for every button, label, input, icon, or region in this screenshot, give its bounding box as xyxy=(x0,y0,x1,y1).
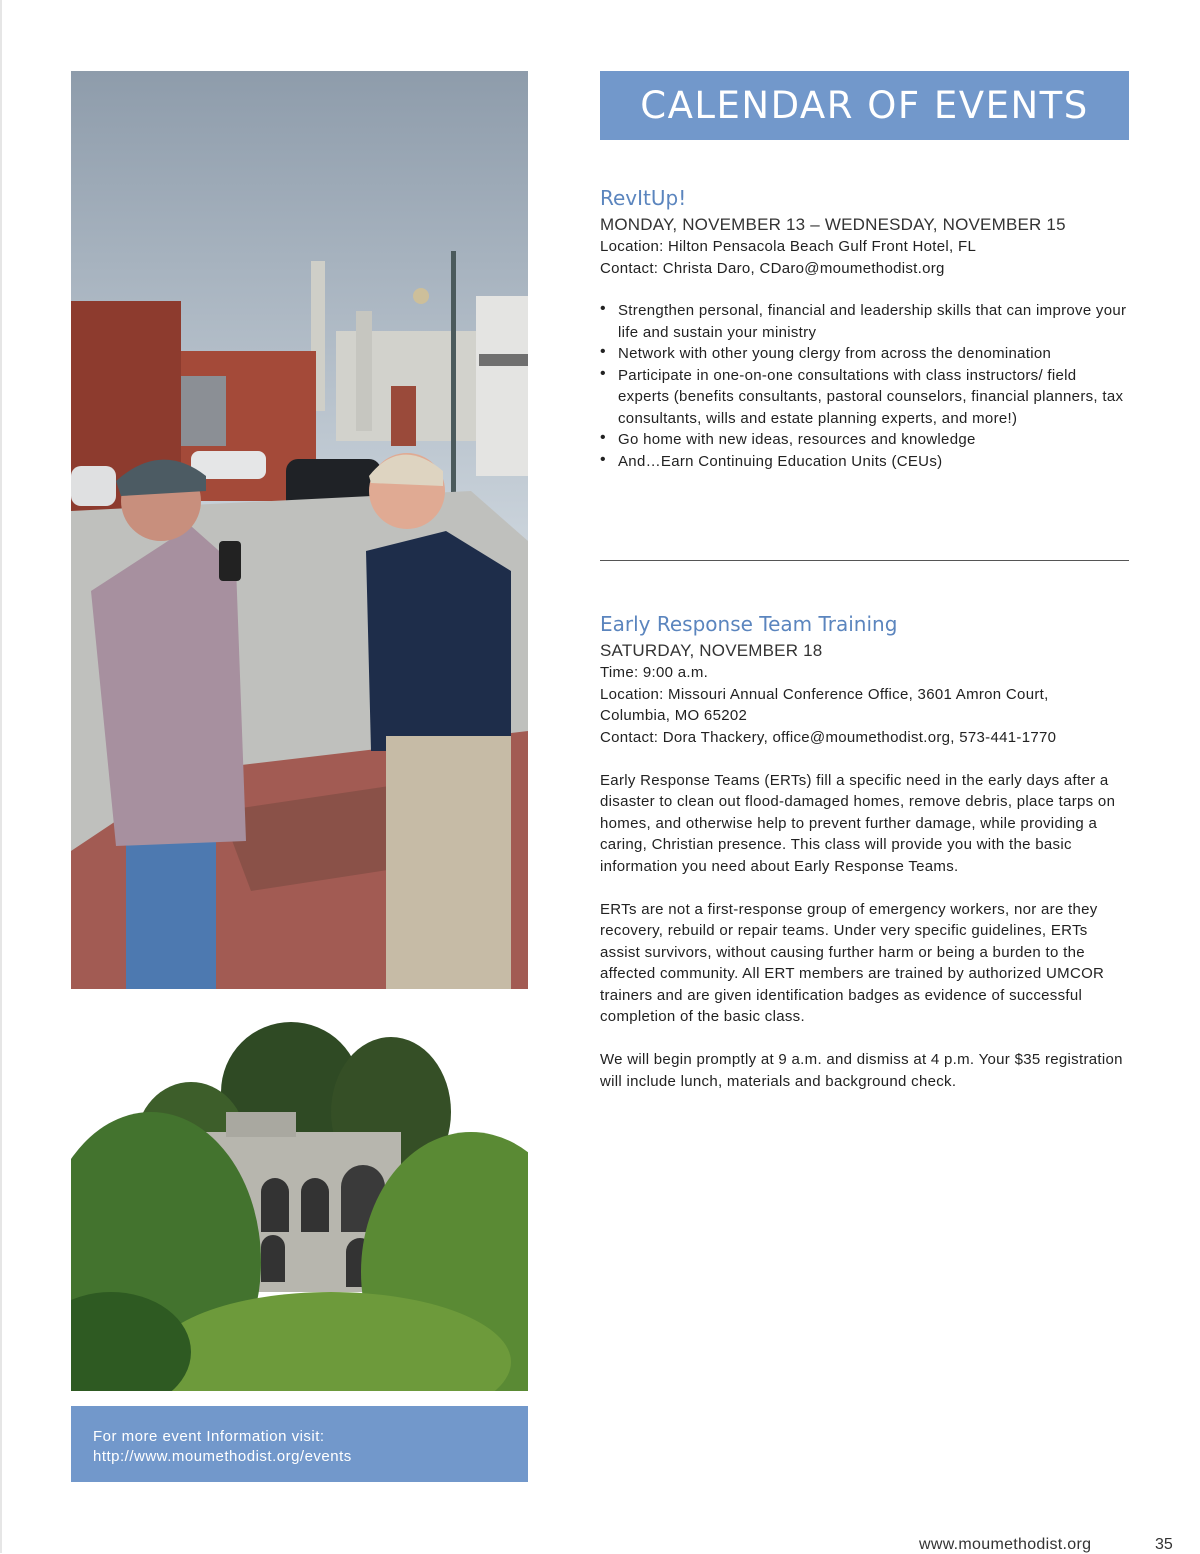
event-location-city: Columbia, MO 65202 xyxy=(600,707,748,724)
list-item: • And…Earn Continuing Education Units (CEUs) xyxy=(600,451,1130,473)
event-location: Location: Hilton Pensacola Beach Gulf Front Hotel, FL xyxy=(600,238,977,255)
page-edge xyxy=(0,0,2,1553)
event-description: ERTs are not a first-response group of emergency workers, nor are they recovery, rebuild or repair teams. Under very specific guidelines, ERTs assist survivors, without causing further harm or being a burden to the affected community. All ERT members are trained by authorized UMCOR trainers and are given identification badges as evidence of successful completion of the basic class. xyxy=(600,900,1105,1025)
event-bullet-list xyxy=(600,300,1130,472)
event-date: SATURDAY, NOVEMBER 18 xyxy=(600,641,823,660)
list-item: • Go home with new ideas, resources and knowledge xyxy=(600,429,1130,451)
list-item: • Strengthen personal, financial and leadership skills that can improve your life and sustain your ministry xyxy=(600,300,1130,343)
event-revitup xyxy=(600,185,1140,472)
section-divider xyxy=(600,560,1129,561)
event-title: RevItUp! xyxy=(600,186,687,210)
list-item: • Participate in one-on-one consultations with class instructors/ field experts (benefits consultants, pastoral counselors, financial planners, tax consultants, wills and estate planning experts, and more!) xyxy=(600,365,1130,430)
footer-website[interactable]: www.moumethodist.org xyxy=(919,1536,1092,1553)
page-title: CALENDAR OF EVENTS xyxy=(600,71,1129,140)
event-time: Time: 9:00 a.m. xyxy=(600,664,709,681)
event-description: We will begin promptly at 9 a.m. and dismiss at 4 p.m. Your $35 registration will include lunch, materials and background check. xyxy=(600,1051,1123,1090)
info-box-link[interactable]: http://www.moumethodist.org/events xyxy=(93,1448,352,1465)
event-date: MONDAY, NOVEMBER 13 – WEDNESDAY, NOVEMBER 15 xyxy=(600,215,1066,234)
event-contact: Contact: Christa Daro, CDaro@moumethodist.org xyxy=(600,259,945,277)
street-photo xyxy=(71,71,528,989)
info-box-label: For more event Information visit: xyxy=(93,1428,325,1445)
house-photo xyxy=(71,1022,528,1391)
event-location: Location: Missouri Annual Conference Office, 3601 Amron Court, xyxy=(600,685,1049,703)
more-info-box xyxy=(71,1406,528,1482)
event-contact: Contact: Dora Thackery, office@moumethodist.org, 573-441-1770 xyxy=(600,728,1057,746)
event-title: Early Response Team Training xyxy=(600,612,898,636)
list-item: • Network with other young clergy from across the denomination xyxy=(600,343,1130,365)
page-number: 35 xyxy=(1155,1536,1173,1553)
event-ert-training xyxy=(600,611,1140,1092)
event-description: Early Response Teams (ERTs) fill a specific need in the early days after a disaster to clean out flood-damaged homes, remove debris, place tarps on homes, and otherwise help to prevent further damage, while providing a caring, Christian presence. This class will provide you with the basic information you need about Early Response Teams. xyxy=(600,771,1116,875)
